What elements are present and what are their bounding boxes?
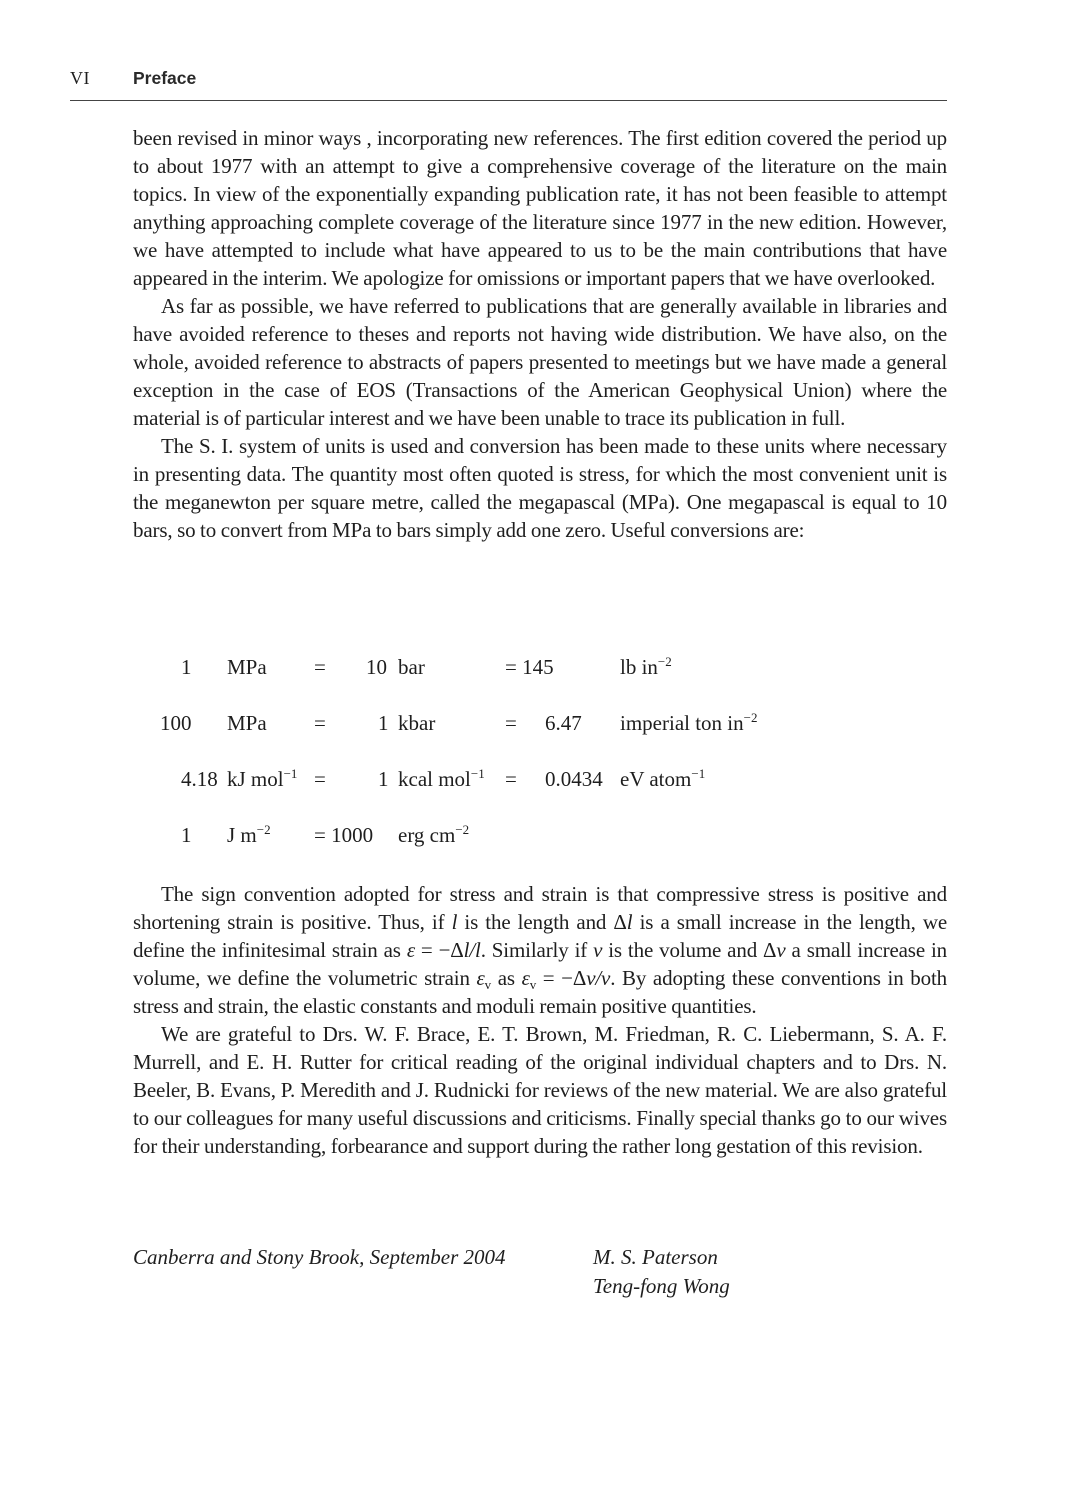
value: 0.0434 xyxy=(545,767,603,791)
unit-text: kJ mol xyxy=(227,767,284,791)
unit xyxy=(620,767,705,792)
equals-value: = 1000 xyxy=(314,823,374,847)
text: is the volume and Δ xyxy=(602,938,777,962)
equals: = xyxy=(505,711,517,735)
unit xyxy=(227,767,297,792)
unit: kbar xyxy=(398,711,436,735)
text: . By adopting these conventions in both stress and strain, the elastic constants and moduli remain positive quantities. xyxy=(133,966,947,1018)
unit-text: lb in xyxy=(620,655,658,679)
preface-body-top xyxy=(133,124,947,544)
conversion-row xyxy=(133,655,833,711)
unit-text: MPa xyxy=(227,655,267,679)
paragraph-si-units: The S. I. system of units is used and conversion has been made to these units where necessary in presenting data. The quantity most often quoted is stress, for which the most convenient unit is the meganewton per square metre, called the megapascal (MPa). One megapascal is equal to 10 bars, so to convert from MPa to bars simply add one zero. Useful conversions are: xyxy=(133,434,947,542)
unit xyxy=(620,711,758,736)
author-name: Teng-fong Wong xyxy=(593,1274,730,1298)
preface-body-bottom xyxy=(133,880,947,1160)
equals-value: = 145 xyxy=(505,655,554,679)
symbol-volume-ratio: v/v xyxy=(586,966,611,990)
text: The sign convention adopted for stress and strain is that compressive stress is positive and shortening strain is positive. Thus, if xyxy=(133,882,947,934)
conversion-row xyxy=(133,767,833,823)
symbol-length: l xyxy=(451,910,458,934)
unit: MPa xyxy=(227,711,267,735)
conversion-row xyxy=(133,823,833,879)
paragraph-acknowledgements: We are grateful to Drs. W. F. Brace, E. T. Brown, M. Friedman, R. C. Liebermann, S. A. F. Murrell, and E. H. Rutter for critical reading of the original individual chapters and to Drs. N. Beeler, B. Evans, P. Meredith and J. Rudnicki for reviews of the new material. We are also grateful to our colleagues for many useful discussions and criticisms. Finally special thanks go to our wives for their understanding, forbearance and support during the rather long gestation of this revision. xyxy=(133,1022,947,1158)
section-title: Preface xyxy=(133,68,197,88)
symbol-length: l xyxy=(626,910,633,934)
unit-text: imperial ton in xyxy=(620,711,744,735)
value: 1 xyxy=(181,823,192,847)
author-name: M. S. Paterson xyxy=(593,1245,718,1269)
unit-text: eV atom xyxy=(620,767,692,791)
place-date: Canberra and Stony Brook, September 2004 xyxy=(133,1245,506,1269)
unit-text: J m xyxy=(227,823,257,847)
equals: = xyxy=(505,767,517,791)
value: 1 xyxy=(378,711,389,735)
unit-conversions-table xyxy=(133,655,833,879)
value: 6.47 xyxy=(545,711,582,735)
text: is a small increase in the length, we define the infinitesimal strain as xyxy=(133,910,948,962)
running-head xyxy=(70,66,947,101)
conversion-row xyxy=(133,711,833,767)
equals: = xyxy=(314,767,326,791)
unit-text: kcal mol xyxy=(398,767,471,791)
unit xyxy=(398,767,485,792)
text: . Similarly if xyxy=(480,938,594,962)
value: 100 xyxy=(160,711,192,735)
paragraph-coverage: been revised in minor ways , incorporating new references. The first edition covered the period up to about 1977 with an attempt to give a comprehensive coverage of the literature on the main topics. In view of the exponentially expanding publication rate, it has not been feasible to attempt anything approaching complete coverage of the literature since 1977 in the new edition. However, we have attempted to include what have appeared to us to be the main contributions that have appeared in the interim. We apologize for omissions or important papers that we have overlooked. xyxy=(133,126,947,290)
symbol-volumetric-strain: ε xyxy=(476,966,485,990)
page-number: VI xyxy=(70,68,90,88)
symbol-volumetric-strain: ε xyxy=(521,966,530,990)
subscript: v xyxy=(484,977,492,992)
exponent: −2 xyxy=(743,710,758,725)
text: = −Δ xyxy=(414,938,464,962)
unit-text: erg cm xyxy=(398,823,456,847)
text: a small increase in volume, we define the volumetric strain xyxy=(133,938,948,990)
paragraph-references: As far as possible, we have referred to publications that are generally available in libraries and have avoided reference to theses and reports not having wide distribution. We have also, on the whole, avoided reference to abstracts of papers presented to meetings but we have made a general exception in the case of EOS (Transactions of the American Geophysical Union) where the material is of particular interest and we have been unable to trace its publication in full. xyxy=(133,294,947,430)
value: 10 xyxy=(366,655,387,679)
text: = −Δ xyxy=(536,966,587,990)
symbol-volume: v xyxy=(776,938,786,962)
exponent: −2 xyxy=(455,822,470,837)
value: 4.18 xyxy=(181,767,218,791)
unit xyxy=(227,823,271,848)
value: 1 xyxy=(181,655,192,679)
text: as xyxy=(491,966,522,990)
exponent: −1 xyxy=(470,766,485,781)
text: is the length and Δ xyxy=(457,910,627,934)
symbol-length-ratio: l/l xyxy=(463,938,481,962)
unit: bar xyxy=(398,655,425,679)
unit xyxy=(398,823,469,848)
authors xyxy=(593,1243,730,1301)
unit xyxy=(227,655,267,680)
paragraph-sign-convention xyxy=(133,880,947,1020)
equals: = xyxy=(314,711,326,735)
unit xyxy=(620,655,672,680)
value: 1 xyxy=(378,767,389,791)
exponent: −1 xyxy=(691,766,706,781)
exponent: −2 xyxy=(256,822,271,837)
symbol-volume: v xyxy=(593,938,603,962)
exponent: −2 xyxy=(657,654,672,669)
subscript: v xyxy=(529,977,537,992)
exponent: −1 xyxy=(283,766,298,781)
symbol-strain: ε xyxy=(406,938,415,962)
equals: = xyxy=(314,655,326,679)
